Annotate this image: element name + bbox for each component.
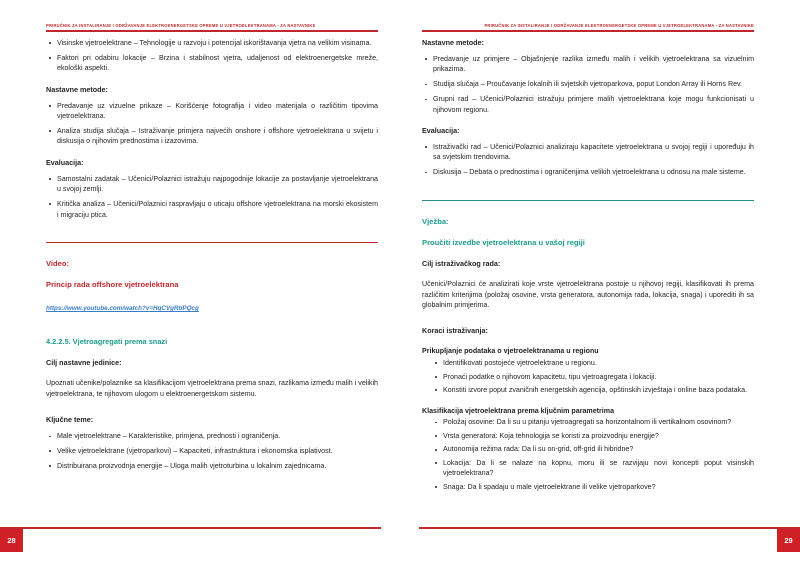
right-methods-heading: Nastavne metode: (422, 38, 484, 47)
page-right (400, 0, 800, 566)
spacer (46, 315, 378, 337)
list-item: Predavanje uz vizuelne prikaze – Korišćenje fotografija i video materijala o različitim tipovima vjetroelektrana. (46, 101, 378, 122)
spacer (422, 248, 754, 259)
spacer (46, 424, 378, 431)
running-header-text: PRIRUČNIK ZA INSTALIRANJE I ODRŽAVANJE ELEKTROENERGETSKE OPREME U VJETROELEKTRANAMA - ZA NASTAVNIKE (46, 23, 316, 28)
running-header-left (46, 22, 378, 35)
step-group (422, 406, 754, 493)
spacer (422, 201, 754, 217)
list-item: Predavanje uz primjere – Objašnjenje razlika između malih i velikih vjetroelektrana sa vizuelnim prikazima. (422, 54, 754, 75)
exercise-label: Vježba: (422, 217, 449, 227)
spacer (422, 178, 754, 200)
list-item: Snaga: Da li spadaju u male vjetroelektrane ili velike vjetroparkove? (432, 482, 754, 492)
research-steps-heading: Koraci istraživanja: (422, 326, 488, 336)
exercise-title: Proučiti izvedbe vjetroelektrana u vašoj regiji (422, 238, 585, 248)
running-header-text: PRIRUČNIK ZA INSTALIRANJE I ODRŽAVANJE ELEKTROENERGETSKE OPREME U VJETROELEKTRANAMA - ZA NASTAVNIKE (484, 23, 754, 28)
left-top-bullet-list (46, 38, 378, 74)
step-group-title: Klasifikacija vjetroelektrana prema ključnim parametrima (422, 406, 615, 415)
right-evaluation-bullet-list (422, 142, 754, 178)
video-title: Princip rada offshore vjetroelektrana (46, 280, 179, 290)
step-group-title: Prikupljanje podataka o vjetroelektranama u regionu (422, 347, 599, 356)
spacer (46, 94, 378, 101)
spacer (422, 310, 754, 326)
step-group (422, 346, 754, 395)
running-header-rule (422, 30, 754, 32)
list-item: Položaj osovine: Da li su u pitanju vjetroagregati sa horizontalnom ili vertikalnom osovinom? (432, 417, 754, 427)
page-left-footer (0, 520, 400, 566)
lesson-goal-text: Upoznati učenike/polaznike sa klasifikacijom vjetroelektrana prema snazi, razlikama između malih i velikih vjetroelektrana, te njihovom ulogom u elektroenergetskom sistemu. (46, 379, 378, 398)
list-item: Autonomija režima rada: Da li su on-grid, off-grid ili hibridne? (432, 444, 754, 454)
left-methods-bullet-list (46, 101, 378, 147)
lesson-goal-heading: Cilj nastavne jedinice: (46, 358, 122, 368)
spacer (422, 268, 754, 279)
spacer (422, 399, 754, 406)
list-item: Kritička analiza – Učenici/Polaznici raspravljaju o uticaju offshore vjetroelektrana na morski ekosistem i migraciju ptica. (46, 199, 378, 220)
section-number-title: 4.2.2.5. Vjetroagregati prema snazi (46, 337, 168, 347)
footer-rule (419, 527, 800, 529)
list-item: Vrsta generatora: Koja tehnologija se koristi za proizvodnju energije? (432, 431, 754, 441)
left-evaluation-heading: Evaluacija: (46, 157, 84, 167)
list-item: Faktori pri odabiru lokacije – Brzina i stabilnost vjetra, udaljenost od elektroenergetske mreže, ekološki aspekti. (46, 53, 378, 74)
page-left-content (46, 38, 378, 472)
spacer (46, 399, 378, 415)
spacer (46, 74, 378, 85)
right-evaluation-heading: Evaluacija: (422, 126, 460, 136)
spacer (46, 167, 378, 174)
video-label: Video: (46, 259, 70, 269)
list-item: Lokacija: Da li se nalaze na kopnu, moru ili se razvijaju novi koncepti poput visinskih vjetroelektrana? (432, 458, 754, 479)
spacer (422, 335, 754, 346)
spacer (422, 47, 754, 54)
list-item: Distribuirana proizvodnja energije – Uloga malih vjetroturbina u lokalnim zajednicama. (46, 461, 378, 471)
list-item: Visinske vjetroelektrane – Tehnologije u razvoju i potencijal iskorištavanja vjetra na velikim visinama. (46, 38, 378, 48)
step-group-bullet-list (422, 417, 754, 492)
spacer (422, 227, 754, 238)
list-item: Pronaći podatke o njihovom kapacitetu, tipu vjetroagregata i lokaciji. (432, 372, 754, 382)
list-item: Grupni rad – Učenici/Polaznici istražuju primjere malih vjetroelektrana koje mogu funkcionisati u njihovom regionu. (422, 94, 754, 115)
research-goal-text: Učenici/Polaznici će analizirati koje vrste vjetroelektrana postoje u njihovoj regiji, klasifikovati ih prema različitim kriterijima (položaj osovine, vrsta generatora, autonomija rada, lokacija, snaga) i uporediti ih sa globalnim primjerima. (422, 280, 754, 310)
spacer (422, 115, 754, 126)
key-topics-heading: Ključne teme: (46, 415, 94, 425)
list-item: Studija slučaja – Proučavanje lokalnih ili svjetskih vjetroparkova, poput London Array ili Horns Rev. (422, 79, 754, 89)
spacer (46, 269, 378, 280)
key-topics-bullet-list (46, 431, 378, 471)
left-evaluation-bullet-list (46, 174, 378, 220)
page-number-badge: 28 (0, 529, 23, 552)
research-goal-heading: Cilj istraživačkog rada: (422, 259, 501, 269)
right-methods-bullet-list (422, 54, 754, 115)
page-right-footer (400, 520, 800, 566)
page-number-badge: 29 (777, 529, 800, 552)
list-item: Istraživački rad – Učenici/Polaznici analiziraju kapacitete vjetroelektrana u svojoj regiji i upoređuju ih sa svjetskim trendovima. (422, 142, 754, 163)
spacer (422, 135, 754, 142)
left-methods-heading: Nastavne metode: (46, 84, 108, 94)
list-item: Analiza studija slučaja – Istraživanje primjera najvećih onshore i offshore vjetroelektrana u svijetu i diskusija o njihovim prednostima i izazovima. (46, 126, 378, 147)
page-right-content (422, 38, 754, 496)
running-header-right (422, 22, 754, 35)
footer-rule (0, 527, 381, 529)
spacer (46, 243, 378, 259)
list-item: Identifikovati postojeće vjetroelektrane u regionu. (432, 358, 754, 368)
spacer (46, 347, 378, 358)
spacer (46, 147, 378, 158)
step-group-bullet-list (422, 358, 754, 396)
list-item: Velike vjetroelektrane (vjetroparkovi) – Kapaciteti, infrastruktura i ekonomska isplativost. (46, 446, 378, 456)
spacer (46, 367, 378, 378)
spacer (46, 290, 378, 297)
list-item: Koristiti izvore poput zvaničnih energetskih agencija, opštinskih izvještaja i online baza podataka. (432, 385, 754, 395)
video-url-link[interactable]: https://www.youtube.com/watch?v=HqCVgRbPQcg (46, 305, 199, 313)
list-item: Diskusija – Debata o prednostima i ograničenjima velikih vjetroelektrana u odnosu na male sisteme. (422, 167, 754, 177)
running-header-rule (46, 30, 378, 32)
list-item: Male vjetroelektrane – Karakteristike, primjena, prednosti i ograničenja. (46, 431, 378, 441)
spacer (46, 220, 378, 242)
list-item: Samostalni zadatak – Učenici/Polaznici istražuju najpogodnije lokacije za postavljanje vjetroelektrana u svojoj zemlji. (46, 174, 378, 195)
